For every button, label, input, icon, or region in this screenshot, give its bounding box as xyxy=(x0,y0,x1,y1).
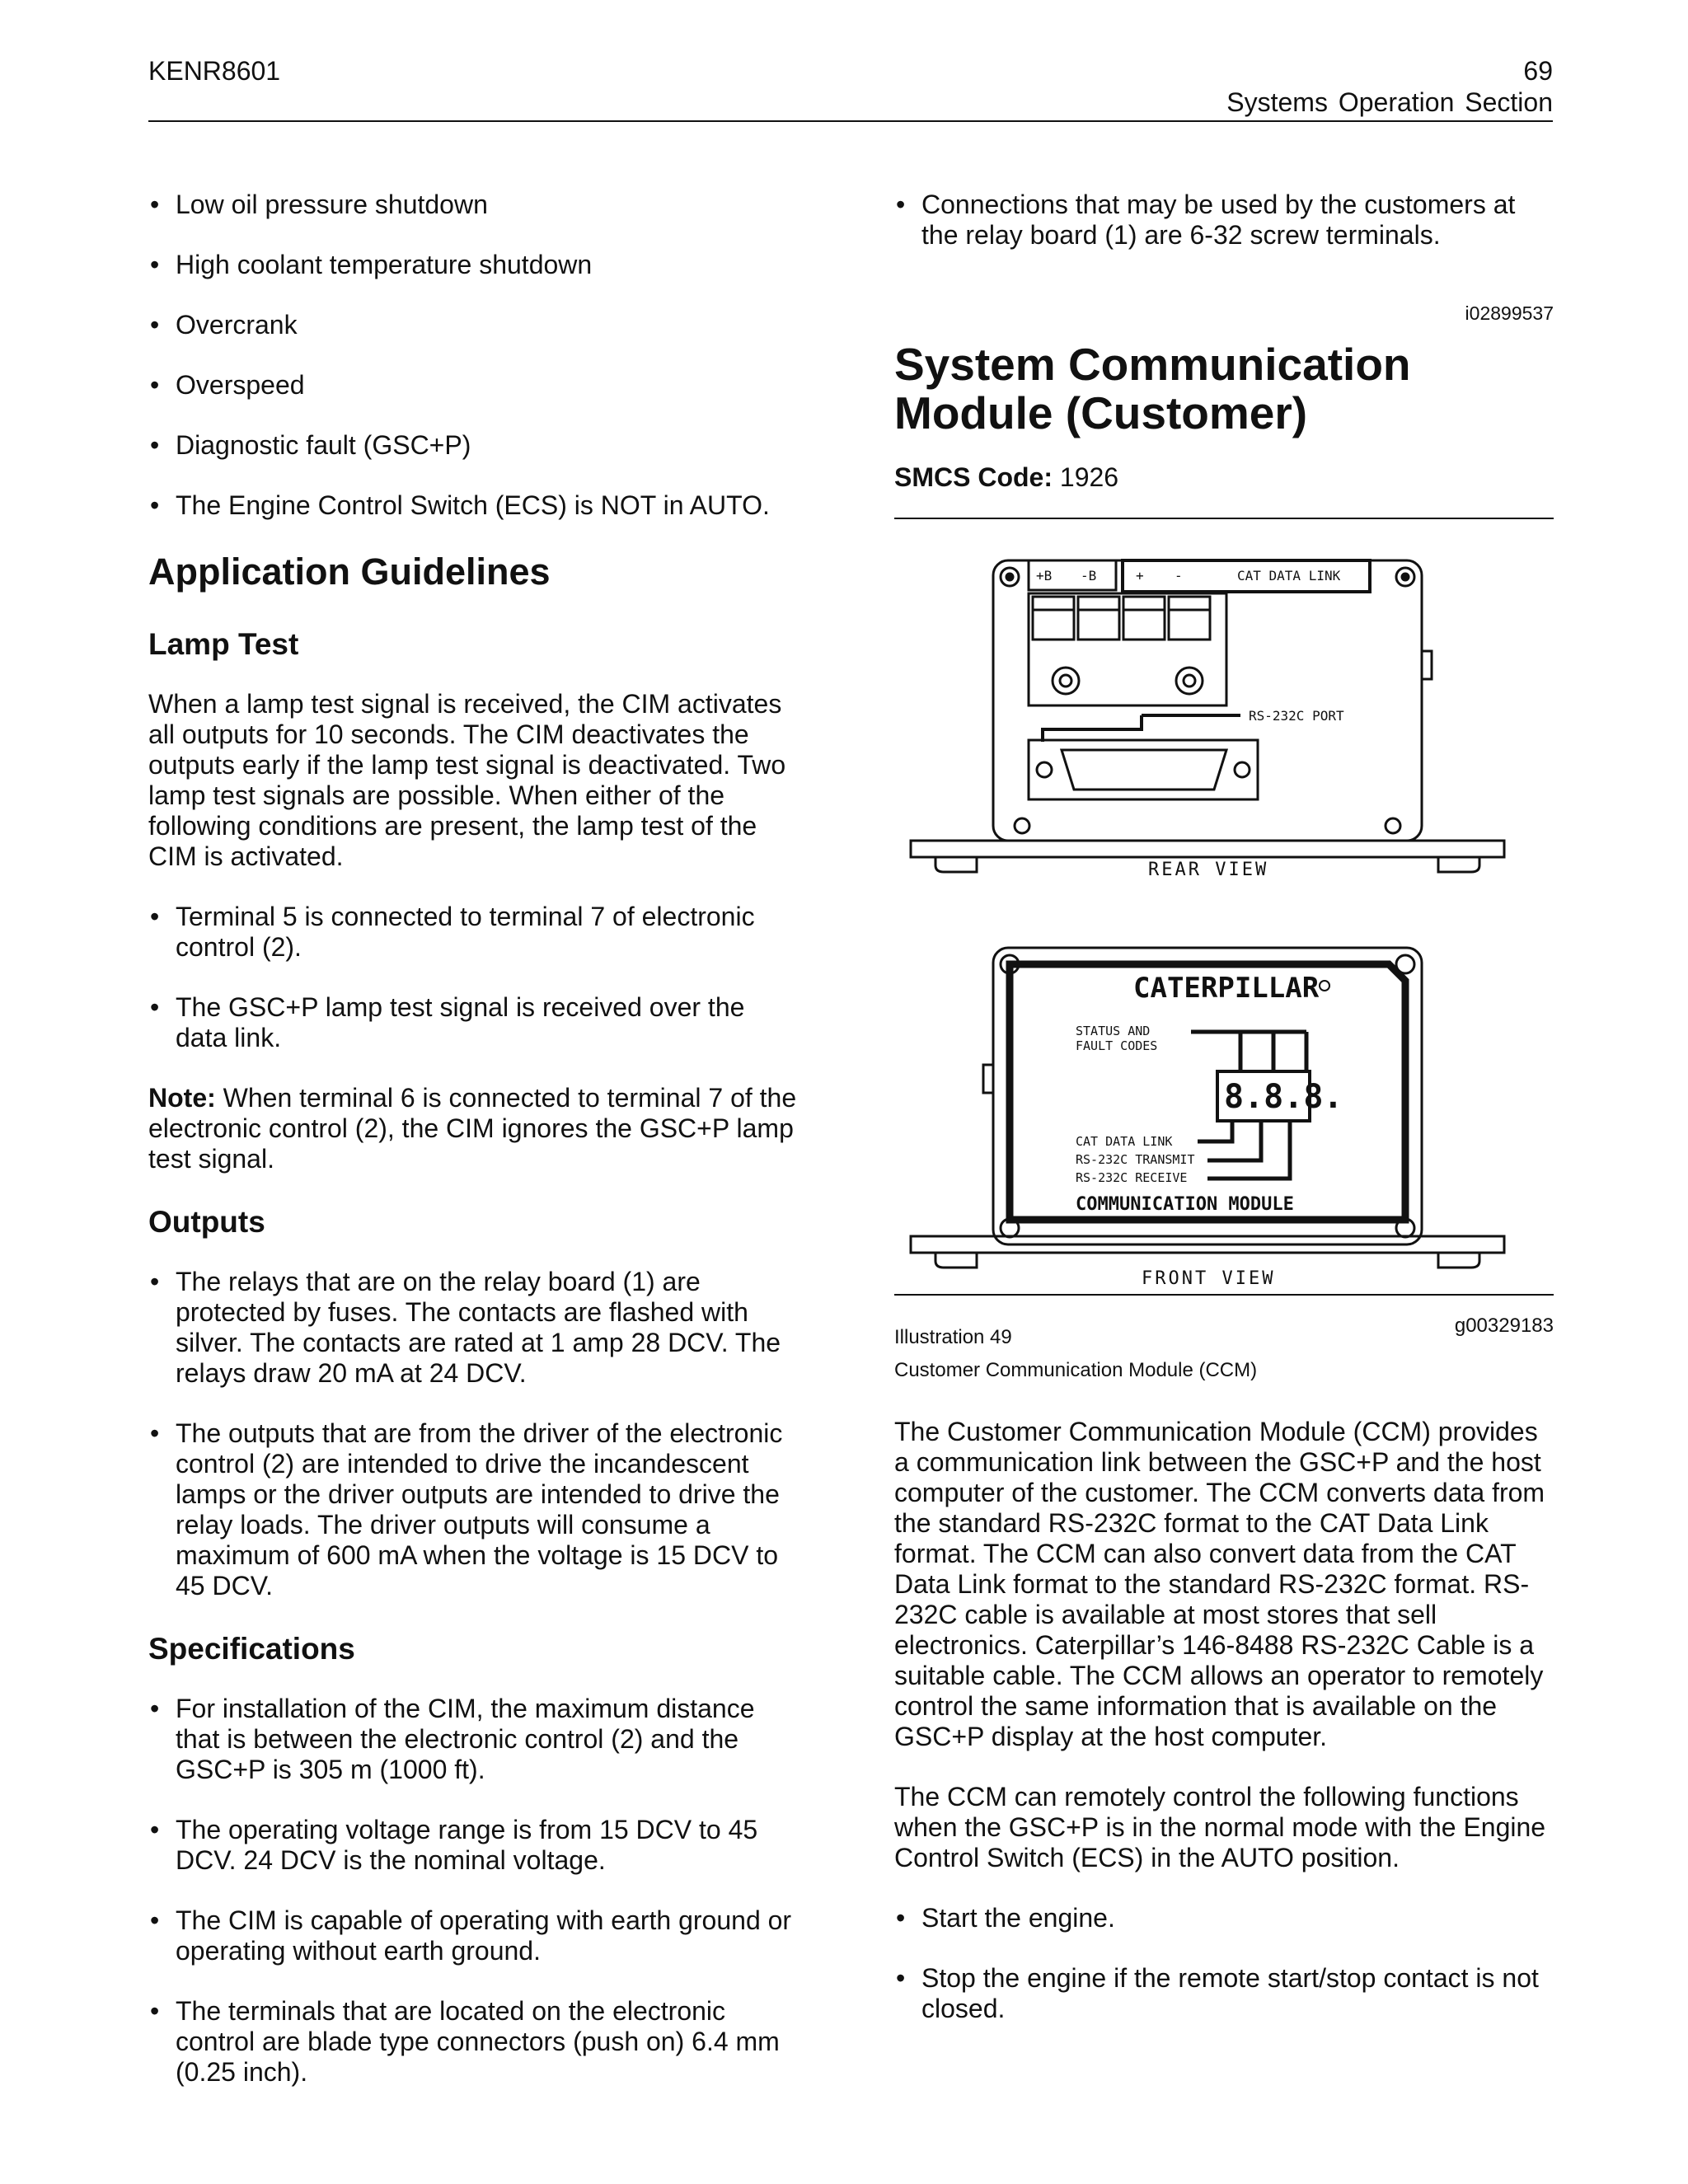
screw-icon xyxy=(1037,762,1052,777)
rear-base-flange xyxy=(911,841,1504,857)
front-feet xyxy=(935,1253,1479,1268)
left-column xyxy=(148,190,799,2117)
db25-connector-icon xyxy=(1062,750,1226,790)
page-title: System Communication Module (Customer) xyxy=(894,339,1411,438)
note-label: Note: xyxy=(148,1083,216,1113)
note-text: When terminal 6 is connected to terminal 7 of the electronic control (2), the CIM ignores the GSC+P lamp test signal. xyxy=(148,1083,797,1174)
document-id: i02899537 xyxy=(1465,302,1554,324)
specifications-list xyxy=(148,1694,799,2088)
note-paragraph xyxy=(148,1083,799,1174)
status-label-line-1: STATUS AND xyxy=(1076,1024,1151,1038)
side-tab xyxy=(1422,651,1432,679)
screw-icon xyxy=(1006,574,1013,580)
rs232-port-label: RS-232C PORT xyxy=(1249,708,1344,724)
list-item: • Start the engine. xyxy=(894,1903,1554,1933)
heading-outputs: Outputs xyxy=(148,1205,265,1239)
list-item: • The outputs that are from the driver of the electronic control (2) are intended to drive the incandescent lamps or the driver outputs are intended to drive the relay loads. The driver outputs will consume a maximum of 600 mA when the voltage is 15 DCV to 45 DCV. xyxy=(148,1418,799,1601)
status-leader-lines xyxy=(1191,1032,1306,1071)
status-label-line-2: FAULT CODES xyxy=(1076,1038,1158,1053)
terminal-icon xyxy=(1033,597,1074,640)
ccm-diagram xyxy=(894,519,1545,1294)
list-item: • Low oil pressure shutdown xyxy=(148,190,799,220)
list-item: • Overcrank xyxy=(148,310,799,340)
mounting-screw-icon xyxy=(1176,668,1203,694)
screw-icon xyxy=(1396,955,1414,973)
illustration-label: Illustration 49 xyxy=(894,1326,1012,1348)
display-digits: 8.8.8. xyxy=(1224,1078,1343,1116)
heading-application-guidelines: Application Guidelines xyxy=(148,551,551,593)
list-item: • The terminals that are located on the electronic control are blade type connectors (push on) 6.4 mm (0.25 inch). xyxy=(148,1996,799,2088)
smcs-label: SMCS Code: xyxy=(894,462,1053,492)
list-item: • Diagnostic fault (GSC+P) xyxy=(148,430,799,461)
communication-module-label: COMMUNICATION MODULE xyxy=(1076,1194,1294,1215)
list-item: • Overspeed xyxy=(148,370,799,401)
front-view-label: FRONT VIEW xyxy=(1142,1268,1276,1289)
document-number: KENR8601 xyxy=(148,56,281,86)
ccm-description-paragraph: The Customer Communication Module (CCM) provides a communication link between the GSC+P and the host computer of the customer. The CCM converts data from the standard RS-232C format to the CAT Data Link format. The CCM can also convert data from the CAT Data Link format to the standard RS-232C format. RS-232C cable is available at most stores that sell electronics. Caterpillar’s 146-8488 RS-232C Cable is a suitable cable. The CCM allows an operator to remotely control the same information that is available on the GSC+P display at the host computer. xyxy=(894,1417,1545,1751)
list-item: • The Engine Control Switch (ECS) is NOT in AUTO. xyxy=(148,490,799,521)
ccm-illustration xyxy=(894,519,1545,1294)
terminal-icon xyxy=(1169,597,1210,640)
illustration-id: g00329183 xyxy=(1454,1315,1554,1337)
right-column xyxy=(894,190,1554,2054)
list-item: • Stop the engine if the remote start/stop contact is not closed. xyxy=(894,1963,1554,2024)
outputs-list xyxy=(148,1267,799,1601)
mounting-screw-icon xyxy=(1060,675,1071,687)
functions-list xyxy=(894,1903,1554,2024)
illustration-caption: Customer Communication Module (CCM) xyxy=(894,1359,1258,1381)
illustration-row xyxy=(894,1310,1554,1348)
terminal-label-plus-b: +B xyxy=(1036,568,1053,583)
screw-icon xyxy=(1402,574,1409,580)
connections-list xyxy=(894,190,1554,251)
mounting-screw-icon xyxy=(1184,675,1195,687)
header-rule xyxy=(148,120,1553,122)
screw-icon xyxy=(1235,762,1250,777)
terminal-label-minus-b: -B xyxy=(1081,568,1097,583)
led-label-transmit: RS-232C TRANSMIT xyxy=(1076,1152,1195,1167)
terminal-label-plus: + xyxy=(1136,568,1144,583)
screw-icon xyxy=(1015,818,1029,833)
terminal-icon xyxy=(1123,597,1165,640)
led-leader-line xyxy=(1198,1121,1232,1141)
side-tab xyxy=(983,1065,993,1093)
page-number: 69 xyxy=(1523,56,1553,86)
list-item: • Connections that may be used by the customers at the relay board (1) are 6-32 screw terminals. xyxy=(894,190,1554,251)
list-item: • For installation of the CIM, the maximum distance that is between the electronic control (2) and the GSC+P is 305 m (1000 ft). xyxy=(148,1694,799,1785)
terminal-icon xyxy=(1078,597,1119,640)
mounting-screw-icon xyxy=(1053,668,1079,694)
ccm-functions-paragraph: The CCM can remotely control the following functions when the GSC+P is in the normal mode with the Engine Control Switch (ECS) in the AUTO position. xyxy=(894,1782,1546,1872)
heading-lamp-test: Lamp Test xyxy=(148,627,299,661)
list-item: • Terminal 5 is connected to terminal 7 of electronic control (2). xyxy=(148,902,799,963)
smcs-code xyxy=(894,462,1554,493)
screw-icon xyxy=(1386,818,1400,833)
section-title: Systems Operation Section xyxy=(1226,87,1553,117)
terminal-label-minus: - xyxy=(1175,568,1183,583)
heading-specifications: Specifications xyxy=(148,1632,355,1666)
caterpillar-logo: CATERPILLAR xyxy=(1133,972,1320,1005)
figure-bottom-rule xyxy=(894,1294,1554,1296)
led-leader-line xyxy=(1207,1121,1290,1179)
registered-mark-icon xyxy=(1320,981,1329,991)
list-item: • The operating voltage range is from 15 DCV to 45 DCV. 24 DCV is the nominal voltage. xyxy=(148,1815,799,1876)
list-item: • The CIM is capable of operating with earth ground or operating without earth ground. xyxy=(148,1905,799,1966)
rear-view-label: REAR VIEW xyxy=(1148,860,1269,880)
rear-view xyxy=(911,560,1504,872)
port-leader-line xyxy=(1043,715,1142,742)
lamp-test-list xyxy=(148,902,799,1053)
list-item: • The relays that are on the relay board (1) are protected by fuses. The contacts are flashed with silver. The contacts are rated at 1 amp 28 DCV. The relays draw 20 mA at 24 DCV. xyxy=(148,1267,799,1389)
led-label-receive: RS-232C RECEIVE xyxy=(1076,1170,1188,1185)
shutdown-list xyxy=(148,190,799,521)
list-item: • High coolant temperature shutdown xyxy=(148,250,799,280)
list-item: • The GSC+P lamp test signal is received over the data link. xyxy=(148,992,799,1053)
smcs-value: 1926 xyxy=(1053,462,1119,492)
led-label-data-link: CAT DATA LINK xyxy=(1076,1134,1173,1149)
lamp-test-paragraph: When a lamp test signal is received, the CIM activates all outputs for 10 seconds. The CIM deactivates the outputs early if the lamp test signal is deactivated. Two lamp test signals are possible. When either of the following conditions are present, the lamp test of the CIM is activated. xyxy=(148,689,786,871)
cat-data-link-label: CAT DATA LINK xyxy=(1237,568,1341,583)
